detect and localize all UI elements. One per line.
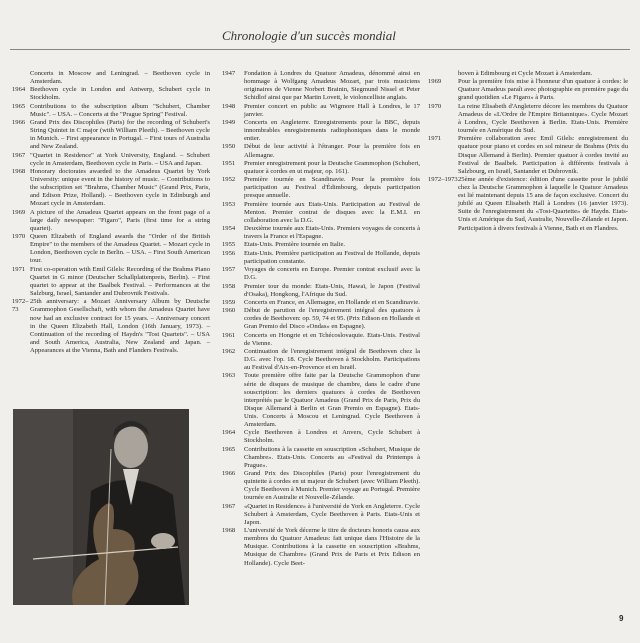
entry-text: Première tournée en Scandinavie. Pour la première fois participation au Festival d'Édimbourg, depuis participation presque annuelle.	[244, 176, 420, 200]
english-entry	[12, 86, 210, 102]
english-entry	[12, 152, 210, 168]
entry-text: 25th anniversary: a Mozart Anniversary Album by Deutsche Grammophon Gesellschaft, with whom the Amadeus Quartet have now had an exclusive contract for 15 years. – Anniversary concert in the Queen Elizabeth Hall, London (16th January, 1973). – Continuation of the recording of Haydn's "Tost Quartets". – USA and South America, Australia, New Zealand and Japan. – Appearances at the Vienna, Bath and Flanders Festivals.	[30, 298, 210, 354]
entry-text: Première collaboration avec Emil Gilels: enregistrement du quatuor pour piano et cordes en sol mineur de Brahms (Prix du Disque Allemand à Berlin). Premier quatuor à cordes invité au Festival de Baalbek. Participation à différents festivals à Salzbourg, en Israël, Santander et Dubrovnik.	[458, 135, 628, 175]
entry-text: "Quartet in Residence" at York University, England. – Schubert cycle in Amsterdam, Beethoven cycle in Paris. – USA and Japan.	[30, 151, 210, 167]
entry-year: 1965	[12, 102, 26, 110]
entry-text: hoven à Edimbourg et Cycle Mozart à Amsterdam.	[458, 70, 593, 77]
entry-text: Contributions à la cassette en souscription «Schubert, Musique de Chambre». Etats-Unis. Concerts au «Festival du Printemps à Prague».	[244, 445, 420, 469]
entry-text: Honorary doctorates awarded to the Amadeus Quartet by York University: unique event in the history of music. – Contributions to the subscription set "Brahms, Chamber Music" (Grand Prix, Paris, and Edison Prize, Holland). – Beethoven cycle in Edinburgh and Mozart cycle in Amsterdam.	[30, 168, 210, 208]
entry-year: 1971	[428, 135, 442, 143]
english-chronology-column	[12, 70, 210, 355]
french-a-entry	[222, 160, 420, 176]
entry-year: 1948	[222, 102, 236, 110]
entry-year: 1964	[12, 86, 26, 94]
french-b-entry	[428, 103, 628, 135]
entry-year: 1947	[222, 70, 236, 77]
french-a-entry	[222, 470, 420, 502]
english-entry	[12, 209, 210, 233]
entry-text: Etats-Unis. Première participation au Festival de Hollande, depuis participation constante.	[244, 249, 420, 265]
entry-year: 1959	[222, 298, 236, 306]
entry-text: Queen Elizabeth of England awards the "Order of the British Empire" to the members of the Amadeus Quartet. – Mozart cycle in London, Beethoven cycle in Berlin. – USA. – First South American tour.	[30, 233, 210, 265]
entry-text: Concerts in Moscow and Leningrad. – Beethoven cycle in Amsterdam.	[30, 70, 210, 86]
entry-year: 1963	[222, 372, 236, 380]
french-a-entry	[222, 332, 420, 348]
entry-year: 1966	[12, 119, 26, 127]
entry-year: 1958	[222, 282, 236, 290]
entry-year: 1967	[222, 502, 236, 510]
entry-year: 1970	[12, 233, 26, 241]
entry-text: Etats-Unis. Première tournée en Italie.	[244, 241, 346, 249]
entry-year: 1961	[222, 331, 236, 339]
entry-year: 1957	[222, 266, 236, 274]
french-a-entry	[222, 348, 420, 372]
entry-text: Premier enregistrement pour la Deutsche Grammophon (Schubert, quatuor à cordes en ut majeur, op. 161).	[244, 159, 420, 175]
english-entry	[12, 119, 210, 151]
french-a-entry	[222, 307, 420, 331]
entry-year	[12, 70, 30, 86]
page-title: Chronologie d'un succès mondial	[222, 28, 396, 43]
entry-text: A picture of the Amadeus Quartet appears on the front page of a large daily newspaper: "Figaro", Paris (first time for a string quartet).	[30, 208, 210, 232]
french-b-entry	[428, 135, 628, 175]
entry-year: 1970	[428, 102, 442, 110]
entry-year: 1967	[12, 151, 26, 159]
entry-year: 1972–1973	[428, 175, 458, 183]
french-a-entry	[222, 225, 420, 241]
entry-text: Cycle Beethoven à Londres et Anvers, Cycle Schubert à Stockholm.	[244, 429, 420, 445]
entry-text: La reine Elisabeth d'Angleterre décore les membres du Quatuor Amadeus de «L'Ordre de l'Empire Britannique». Cycle Mozart à Londres, Cycle Beethoven à Berlin. Etats-Unis. Première tournée en Amérique du Sud.	[458, 102, 628, 135]
english-entry	[12, 266, 210, 298]
english-entry	[12, 168, 210, 208]
entry-text: Grand Prix des Discophiles (Paris) for the recording of Schubert's String Quintet in C major (with William Pleeth). – Beethoven cycle in Munich. – First appearance in Portugal. – First tours of Australia and New Zealand.	[30, 119, 210, 151]
french-a-entry	[222, 503, 420, 527]
entry-year: 1949	[222, 118, 236, 126]
title-rule	[10, 49, 630, 50]
entry-text: Concerts en France, en Allemagne, en Hollande et en Scandinavie.	[244, 298, 420, 306]
french-a-entry	[222, 527, 420, 567]
entry-text: Continuation de l'enregistrement intégral de Beethoven chez la D.G. avec l'op. 18. Cycle Beethoven à Stockholm. Participations au Festival d'Aix-en-Provence et en Israël.	[244, 348, 420, 372]
entry-text: Début de leur activité à l'étranger. Pour la première fois en Allemagne.	[244, 143, 420, 159]
french-chronology-column-b	[428, 70, 628, 233]
entry-year: 1953	[222, 200, 236, 208]
english-entry	[12, 103, 210, 119]
entry-text: Toute première offre faite par la Deutsche Grammophon d'une série de disques de musique de chambre, dans le cadre d'une souscription: les derniers quatuors à cordes de Beethoven interprétés par le Quatuor Amadeus (Grand Prix de Paris, Prix du Disque Allemand à Berlin et Gran Premio en Espagne). Etats-Unis. Concerts à Moscou et Leningrad. Cycle Beethoven à Amsterdam.	[244, 372, 420, 429]
entry-year: 1968	[222, 527, 236, 535]
entry-text: «Quartet in Residence» à l'université de York en Angleterre. Cycle Schubert à Amsterdam, Cycle Beethoven à Paris. Etats-Unis et Japon.	[244, 502, 420, 526]
french-a-entry	[222, 250, 420, 266]
french-a-entry	[222, 283, 420, 299]
entry-year: 1951	[222, 159, 236, 167]
entry-text: Grand Prix des Discophiles (Paris) pour l'enregistrement du quintette à cordes en ut majeur de Schubert (avec William Pleeth). Cycle Beethoven à Munich. Premier voyage au Portugal. Première tournée en Australie et Nouvelle-Zélande.	[244, 470, 420, 502]
entry-text: Pour la première fois mise à l'honneur d'un quatuor à cordes: le Quatuor Amadeus paraît avec photographie en première page du grand quotidien «Le Figaro» à Paris.	[458, 78, 628, 102]
english-entry	[12, 233, 210, 265]
french-a-entry	[222, 299, 420, 307]
entry-text: L'université de York décerne le titre de docteurs honoris causa aux membres du Quatuor Amadeus: fait unique dans l'Histoire de la Musique. Contributions à la cassette en souscription «Brahms, Musique de Chambre» (Grand Prix de Paris et Prix Edison en Hollande). Cycle Beet-	[244, 527, 420, 567]
french-a-entry	[222, 176, 420, 200]
french-a-entry	[222, 119, 420, 143]
french-a-entry	[222, 201, 420, 225]
entry-text: Deuxième tournée aux Etats-Unis. Premiers voyages de concerts à travers la France et l'Espagne.	[244, 225, 420, 241]
entry-text: Fondation à Londres du Quatuor Amadeus, dénommé ainsi en hommage à Wolfgang Amadeus Mozart, par trois musiciens originaires de Vienne Norbert Brainin, Siegmund Nissel et Peter Schidlof ainsi que par Martin Lovett, le violoncelliste anglais.	[244, 70, 420, 102]
entry-year: 1969	[12, 208, 26, 216]
entry-text: First co-operation with Emil Gilels: Recording of the Brahms Piano Quartet in G minor (Deutscher Schallplattenpreis, Berlin). – First quartet to appear at the Baalbek Festival. – Performances at the Salzburg, Israel, Santander and Dubrovnik Festivals.	[30, 265, 210, 298]
french-chronology-column-a	[222, 70, 420, 568]
french-a-entry	[222, 372, 420, 429]
french-a-entry	[222, 103, 420, 119]
entry-year: 1962	[222, 348, 236, 355]
french-b-entry	[428, 78, 628, 102]
entry-year: 1960	[222, 307, 236, 315]
entry-text: Voyages de concerts en Europe. Premier contrat exclusif avec la D.G.	[244, 266, 420, 282]
entry-year: 1952	[222, 176, 236, 184]
entry-year: 1971	[12, 265, 26, 273]
entry-year: 1972–73	[12, 298, 29, 314]
entry-text: Début de parution de l'enregistrement intégral des quatuors à cordes de Beethoven: op. 59, 74 et 95. (Prix Edison en Hollande et Gran Premio del Disco «Ondas» en Espagne).	[244, 307, 420, 331]
french-a-entry	[222, 241, 420, 249]
french-b-entry	[428, 176, 628, 233]
page-number: 9	[619, 614, 624, 623]
french-a-entry	[222, 446, 420, 470]
entry-text: Beethoven cycle in London and Antwerp, Schubert cycle in Stockholm.	[30, 86, 210, 102]
french-a-entry	[222, 70, 420, 102]
cellist-illustration	[13, 409, 189, 605]
entry-year	[428, 70, 458, 78]
entry-text: Concerts en Hongrie et en Tchécoslovaquie. Etats-Unis. Festival de Vienne.	[244, 331, 420, 347]
french-a-entry	[222, 266, 420, 282]
french-a-entry	[222, 143, 420, 159]
entry-year: 1950	[222, 143, 236, 151]
entry-year: 1955	[222, 241, 236, 249]
entry-year: 1956	[222, 249, 236, 257]
french-a-entry	[222, 429, 420, 445]
entry-year: 1969	[428, 78, 442, 86]
entry-text: Concerts en Angleterre. Enregistrements pour la BBC, depuis innombrables enregistrements radiophoniques dans le monde entier.	[244, 118, 420, 143]
entry-text: Contributions to the subscription album "Schubert, Chamber Music". – USA. – Concerts at the "Prague Spring" Festival.	[30, 102, 210, 118]
french-b-entry	[428, 70, 628, 78]
entry-text: Premier concert en public au Wigmore Hall à Londres, le 17 janvier.	[244, 102, 420, 118]
entry-year: 1965	[222, 445, 236, 453]
entry-text: 25ème année d'existence: édition d'une cassette pour le jubilé chez la Deutsche Grammophon à laquelle le Quatuor Amadeus est lié maintenant depuis 15 ans de façon exclusive. Concert du jubilé au Queen Elisabeth Hall à Londres (16 janvier 1973). Suite de l'enregistrement du «Tost-Quartette» de Haydn. Etats-Unis et Amérique du Sud, Australie, Nouvelle-Zélande et Japon. Participation à divers festivals à Vienne, Bath et en Flandres.	[458, 175, 628, 232]
entry-year: 1966	[222, 470, 236, 478]
english-entry	[12, 70, 210, 86]
entry-year: 1968	[12, 168, 26, 176]
entry-year: 1954	[222, 225, 236, 233]
entry-text: Premier tour du monde: Etats-Unis, Hawaï, le Japon (Festival d'Osaka), Hongkong, l'Afrique du Sud.	[244, 282, 420, 298]
cellist-photo	[13, 409, 189, 605]
entry-text: Première tournée aux Etats-Unis. Participation au Festival de Menton. Premier contrat de disques avec la E.M.I. en collaboration avec la D.G.	[244, 200, 420, 224]
english-entry	[12, 298, 210, 355]
entry-year: 1964	[222, 429, 236, 437]
